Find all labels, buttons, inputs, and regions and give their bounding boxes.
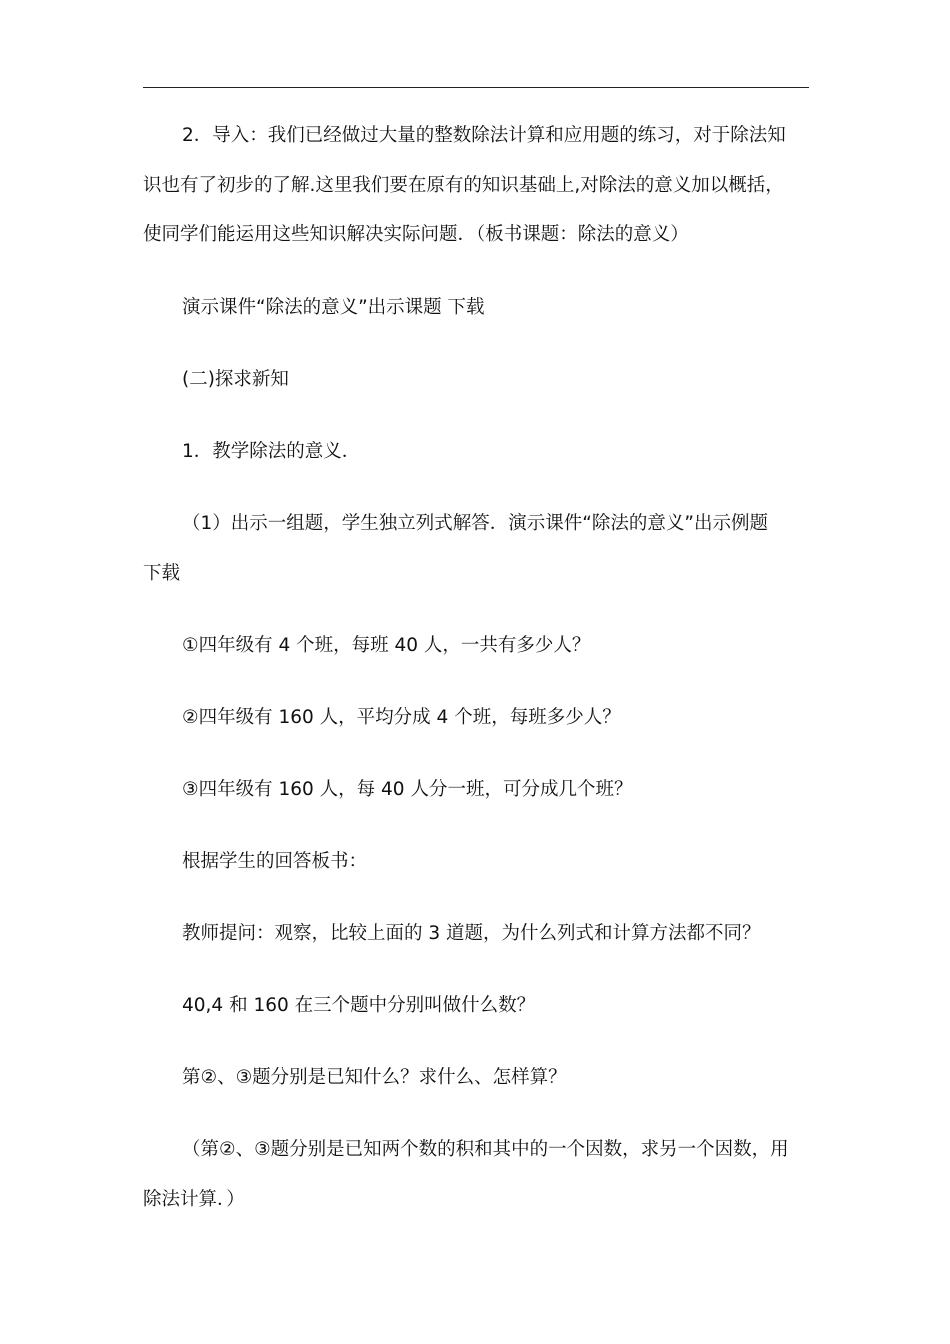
question-3: ③四年级有 160 人，每 40 人分一班，可分成几个班？: [182, 779, 633, 800]
paragraph-intro-line3: 使同学们能运用这些知识解决实际问题．（板书课题：除法的意义）: [143, 224, 689, 245]
paragraph-answer-line1: （第②、③题分别是已知两个数的积和其中的一个因数，求另一个因数，用: [182, 1139, 789, 1160]
paragraph-answer-line2: 除法计算．）: [143, 1189, 245, 1210]
paragraph-intro-line2: 识也有了初步的了解.这里我们要在原有的知识基础上,对除法的意义加以概括，: [143, 175, 784, 196]
paragraph-exercise-intro-line2: 下载: [143, 563, 181, 584]
paragraph-teacher-question: 教师提问：观察，比较上面的 3 道题，为什么列式和计算方法都不同？: [182, 923, 761, 944]
question-2: ②四年级有 160 人，平均分成 4 个班，每班多少人？: [182, 707, 621, 728]
paragraph-teach-division: 1．教学除法的意义．: [182, 441, 361, 462]
paragraph-board-notes: 根据学生的回答板书：: [182, 851, 368, 872]
question-1: ①四年级有 4 个班，每班 40 人，一共有多少人？: [182, 635, 591, 656]
header-rule: [143, 87, 809, 88]
paragraph-demo-courseware: 演示课件“除法的意义”出示课题 下载: [182, 297, 485, 318]
paragraph-intro-line1: 2．导入：我们已经做过大量的整数除法计算和应用题的练习，对于除法知: [182, 125, 786, 146]
paragraph-number-names: 40,4 和 160 在三个题中分别叫做什么数？: [182, 995, 536, 1016]
paragraph-known-unknown: 第②、③题分别是已知什么？求什么、怎样算？: [182, 1067, 567, 1088]
section-heading-explore: (二)探求新知: [182, 369, 289, 390]
paragraph-exercise-intro-line1: （1）出示一组题，学生独立列式解答．演示课件“除法的意义”出示例题: [182, 513, 768, 534]
